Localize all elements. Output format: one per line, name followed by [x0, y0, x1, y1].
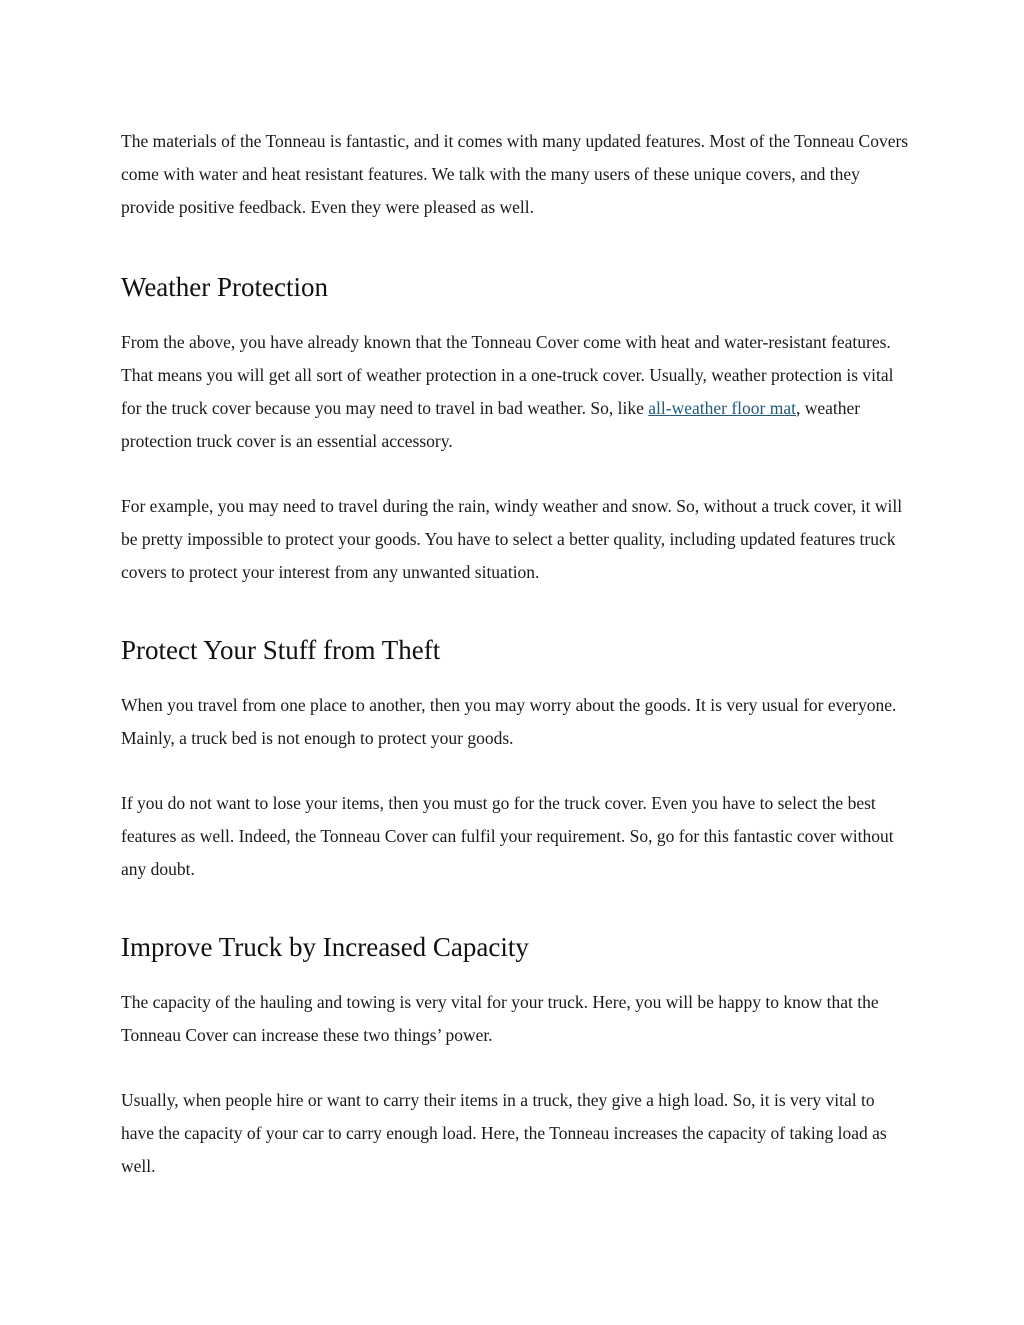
- weather-paragraph-1-text-b: , weather protection truck cover is an essential accessory.: [121, 398, 861, 451]
- section-increased-capacity: [121, 986, 911, 1183]
- weather-paragraph-1: [121, 326, 911, 458]
- section-protect-from-theft: [121, 689, 911, 886]
- weather-paragraph-1-text-a: From the above, you have already known that the Tonneau Cover come with heat and water-resistant features. That means you will get all sort of weather protection in a one-truck cover. Usually, weather protection is vital for the truck cover because you may need to travel in bad weather. So, like: [121, 332, 894, 418]
- capacity-paragraph-2: Usually, when people hire or want to carry their items in a truck, they give a high load. So, it is very vital to have the capacity of your car to carry enough load. Here, the Tonneau increases the capacity of taking load as well.: [121, 1090, 887, 1176]
- heading-weather-protection: Weather Protection: [121, 272, 328, 302]
- document-page: [121, 125, 911, 1183]
- weather-paragraph-2: For example, you may need to travel during the rain, windy weather and snow. So, without a truck cover, it will be pretty impossible to protect your goods. You have to select a better quality, including updated features truck covers to protect your interest from any unwanted situation.: [121, 496, 903, 582]
- section-weather-protection: [121, 326, 911, 589]
- heading-protect-from-theft: Protect Your Stuff from Theft: [121, 635, 441, 665]
- theft-paragraph-2: If you do not want to lose your items, then you must go for the truck cover. Even you have to select the best features as well. Indeed, the Tonneau Cover can fulfil your requirement. So, go for this fantastic cover without any doubt.: [121, 793, 894, 879]
- heading-increased-capacity: Improve Truck by Increased Capacity: [121, 932, 529, 962]
- all-weather-floor-mat-link[interactable]: all-weather floor mat: [648, 398, 796, 418]
- intro-paragraph: The materials of the Tonneau is fantastic, and it comes with many updated features. Most of the Tonneau Covers come with water and heat resistant features. We talk with the many users of these unique covers, and they provide positive feedback. Even they were pleased as well.: [121, 131, 909, 217]
- capacity-paragraph-1: The capacity of the hauling and towing is very vital for your truck. Here, you will be happy to know that the Tonneau Cover can increase these two things’ power.: [121, 992, 879, 1045]
- theft-paragraph-1: When you travel from one place to another, then you may worry about the goods. It is very usual for everyone. Mainly, a truck bed is not enough to protect your goods.: [121, 695, 897, 748]
